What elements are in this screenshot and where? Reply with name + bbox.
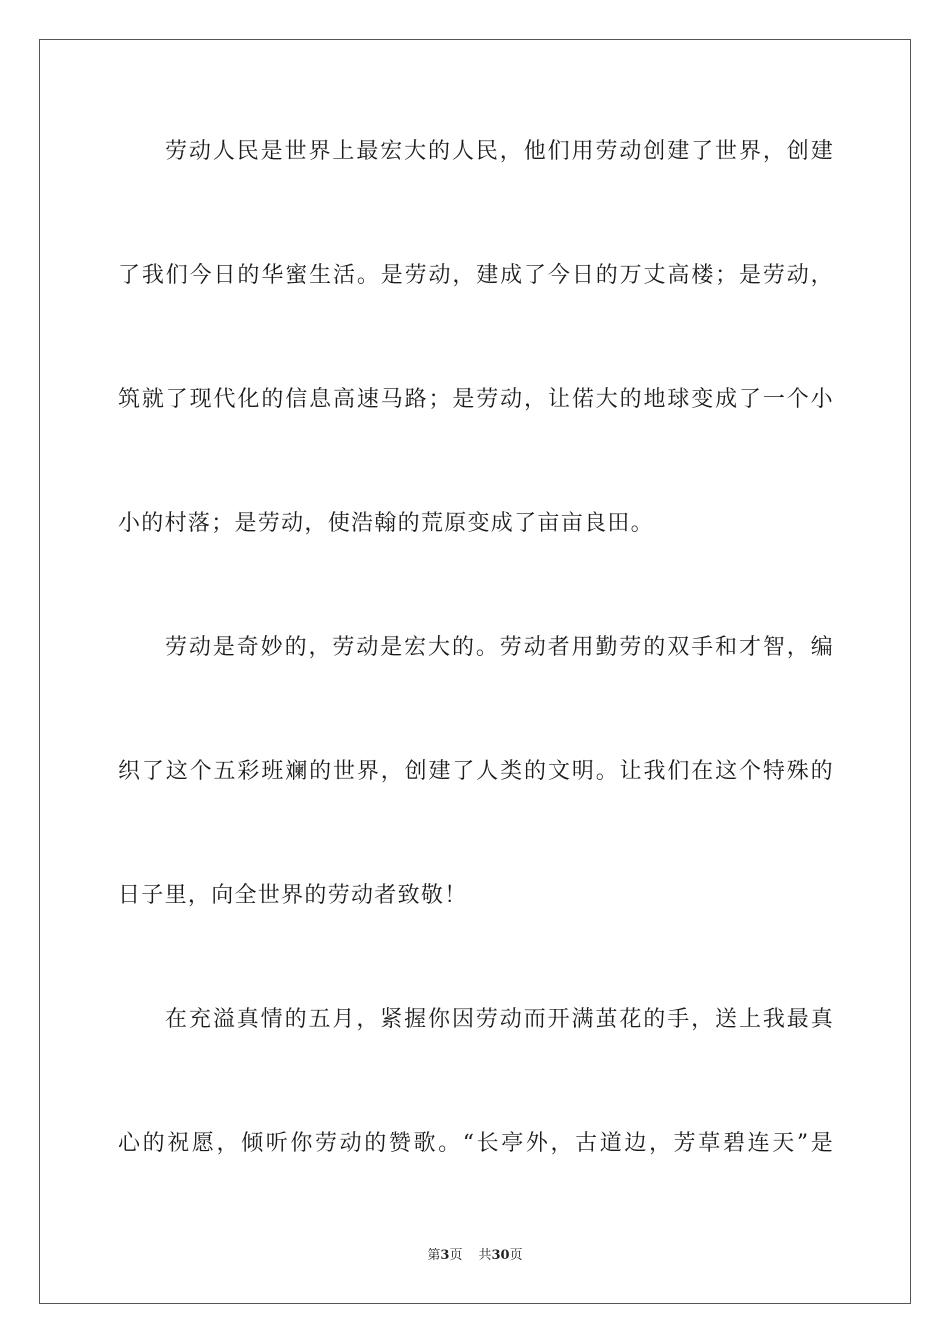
page-number: 3 [440,1248,450,1263]
total-label-suffix: 页 [509,1248,523,1263]
page-label-prefix: 第 [427,1248,441,1263]
paragraph-3-line-1: 在充溢真情的五月，紧握你因劳动而开满茧花的手，送上我最真 [165,1007,834,1032]
paragraph-2-line-3: 日子里，向全世界的劳动者致敬！ [118,883,468,908]
paragraph-1-line-1: 劳动人民是世界上最宏大的人民，他们用劳动创建了世界，创建 [165,139,834,164]
paragraph-3-line-2: 心的祝愿，倾听你劳动的赞歌。“长亭外，古道边，芳草碧连天”是 [118,1131,834,1156]
paragraph-1-line-4: 小的村落；是劳动，使浩翰的荒原变成了亩亩良田。 [118,511,654,536]
page-footer [0,1247,950,1265]
paragraph-2-line-1: 劳动是奇妙的，劳动是宏大的。劳动者用勤劳的双手和才智，编 [165,635,834,660]
paragraph-1-line-3: 筑就了现代化的信息高速马路；是劳动，让偌大的地球变成了一个小 [118,387,834,412]
total-pages: 30 [491,1248,510,1263]
paragraph-2-line-2: 织了这个五彩班斓的世界，创建了人类的文明。让我们在这个特殊的 [118,759,834,784]
page-border [39,39,911,1304]
paragraph-1-line-2: 了我们今日的华蜜生活。是劳动，建成了今日的万丈高楼；是劳动， [118,263,834,288]
page-label-suffix: 页 [449,1248,463,1263]
total-label-prefix: 共 [478,1248,492,1263]
